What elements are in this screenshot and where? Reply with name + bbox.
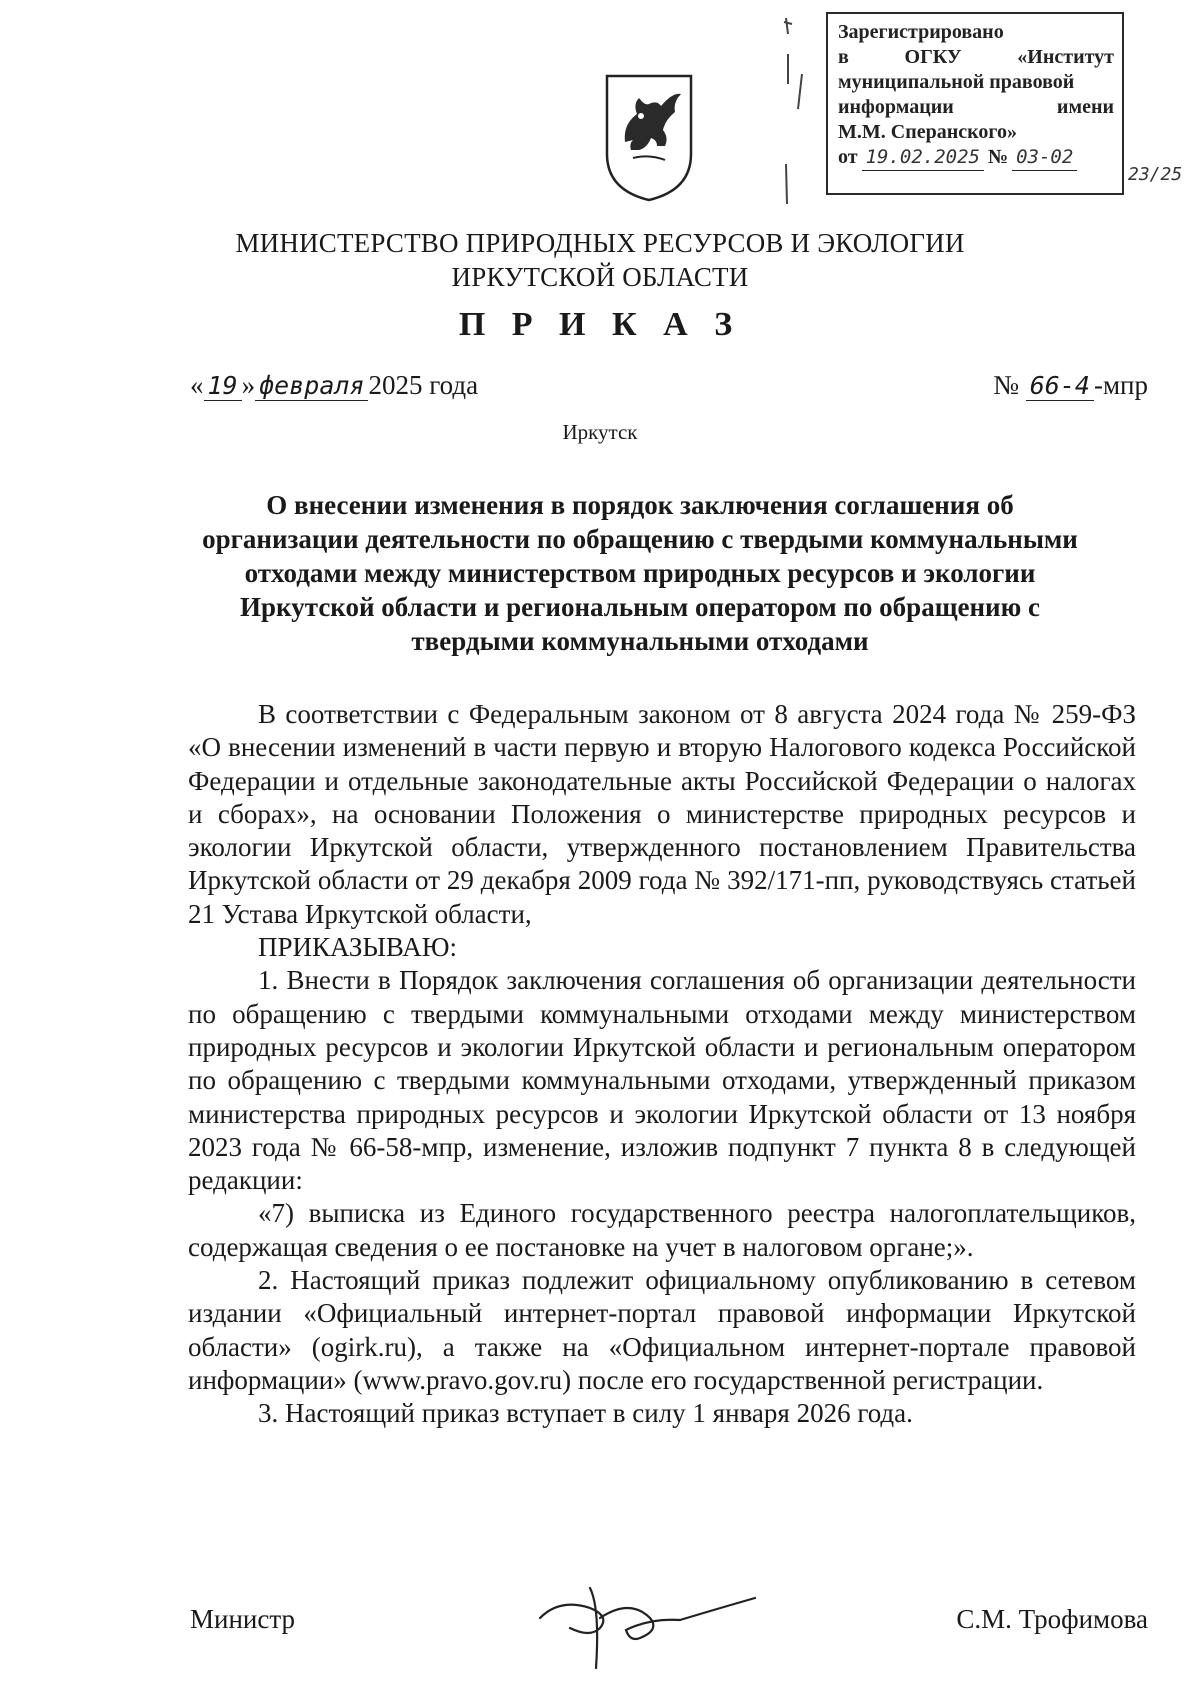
stamp-line: Зарегистрировано <box>838 21 1004 43</box>
ministry-line-2: ИРКУТСКОЙ ОБЛАСТИ <box>451 262 749 292</box>
date-month: февраля <box>255 371 368 401</box>
signatory-name: С.М. Трофимова <box>956 1604 1148 1634</box>
stamp-number-extra: 23/25 <box>1128 164 1183 185</box>
order-date <box>190 370 478 401</box>
handwritten-signature <box>530 1568 760 1678</box>
coat-of-arms-icon <box>603 72 695 204</box>
stamp-word: информации <box>838 96 954 118</box>
body-paragraph-item-3: 3. Настоящий приказ вступает в силу 1 января 2026 года. <box>258 1398 913 1429</box>
date-day: 19 <box>204 371 242 401</box>
stamp-word: «Институт <box>1017 46 1114 68</box>
body-paragraph-order-word: ПРИКАЗЫВАЮ: <box>258 932 457 963</box>
city: Иркутск <box>562 420 638 444</box>
date-close-quote: » <box>241 370 256 400</box>
body-paragraph-quote: «7) выписка из Единого государственного реестра налогоплательщиков, содержащая сведения о ее постановке на учет в налоговом органе;». <box>188 1198 1136 1262</box>
stamp-date-value: 19.02.2025 <box>862 145 984 171</box>
registration-stamp <box>826 12 1124 195</box>
stamp-line: муниципальной правовой <box>838 71 1075 93</box>
stamp-number-prefix: № <box>987 146 1009 168</box>
date-open-quote: « <box>190 370 204 400</box>
body-paragraph-item-2: 2. Настоящий приказ подлежит официальному опубликованию в сетевом издании «Официальный интернет-портал правовой информации Иркутской области» (ogirk.ru), а также на «Официальном интернет-портале правовой информации» (www.pravo.gov.ru) после его государственной регистрации. <box>188 1265 1136 1395</box>
margin-marks <box>780 14 810 204</box>
stamp-line: М.М. Сперанского» <box>838 121 1017 143</box>
number-value: 66-4 <box>1026 371 1094 401</box>
order-body <box>188 698 1136 1431</box>
title-line: отходами между министерством природных ресурсов и экологии <box>244 558 1036 588</box>
ministry-line-1: МИНИСТЕРСТВО ПРИРОДНЫХ РЕСУРСОВ И ЭКОЛОГИИ <box>235 228 965 258</box>
stamp-word: имени <box>1056 96 1114 118</box>
order-number <box>993 370 1148 401</box>
number-suffix: -мпр <box>1093 370 1148 400</box>
ministry-name <box>0 226 1200 294</box>
body-paragraph-preamble: В соответствии с Федеральным законом от 8 августа 2024 года № 259-ФЗ «О внесении изменений в части первую и вторую Налогового кодекса Российской Федерации и отдельные законодательные акты Российской Федерации о налогах и сборах», на основании Положения о министерстве природных ресурсов и экологии Иркутской области, утвержденного постановлением Правительства Иркутской области от 29 декабря 2009 года № 392/171-пп, руководствуясь статьей 21 Устава Иркутской области, <box>188 699 1136 929</box>
order-title <box>190 488 1090 658</box>
title-line: Иркутской области и региональным оператором по обращению с <box>240 592 1040 622</box>
stamp-number-value: 03-02 <box>1012 145 1077 171</box>
body-paragraph-item-1: 1. Внести в Порядок заключения соглашения об организации деятельности по обращению с твердыми коммунальными отходами между министерством природных ресурсов и экологии Иркутской области и региональным оператором по обращению с твердыми коммунальными отходами, утвержденный приказом министерства природных ресурсов и экологии Иркутской области от 13 ноября 2023 года № 66-58-мпр, изменение, изложив подпункт 7 пункта 8 в следующей редакции: <box>188 965 1136 1196</box>
stamp-word: в <box>838 46 849 68</box>
signatory-title: Министр <box>190 1604 295 1634</box>
stamp-word: ОГКУ <box>904 46 962 68</box>
stamp-date-prefix: от <box>838 146 858 168</box>
number-prefix: № <box>993 370 1019 400</box>
date-year: 2025 года <box>368 370 479 400</box>
title-line: организации деятельности по обращению с твердыми коммунальными <box>202 524 1078 554</box>
title-line: О внесении изменения в порядок заключения соглашения об <box>266 490 1014 520</box>
document-type: П Р И К А З <box>458 306 742 343</box>
title-line: твердыми коммунальными отходами <box>411 626 869 656</box>
